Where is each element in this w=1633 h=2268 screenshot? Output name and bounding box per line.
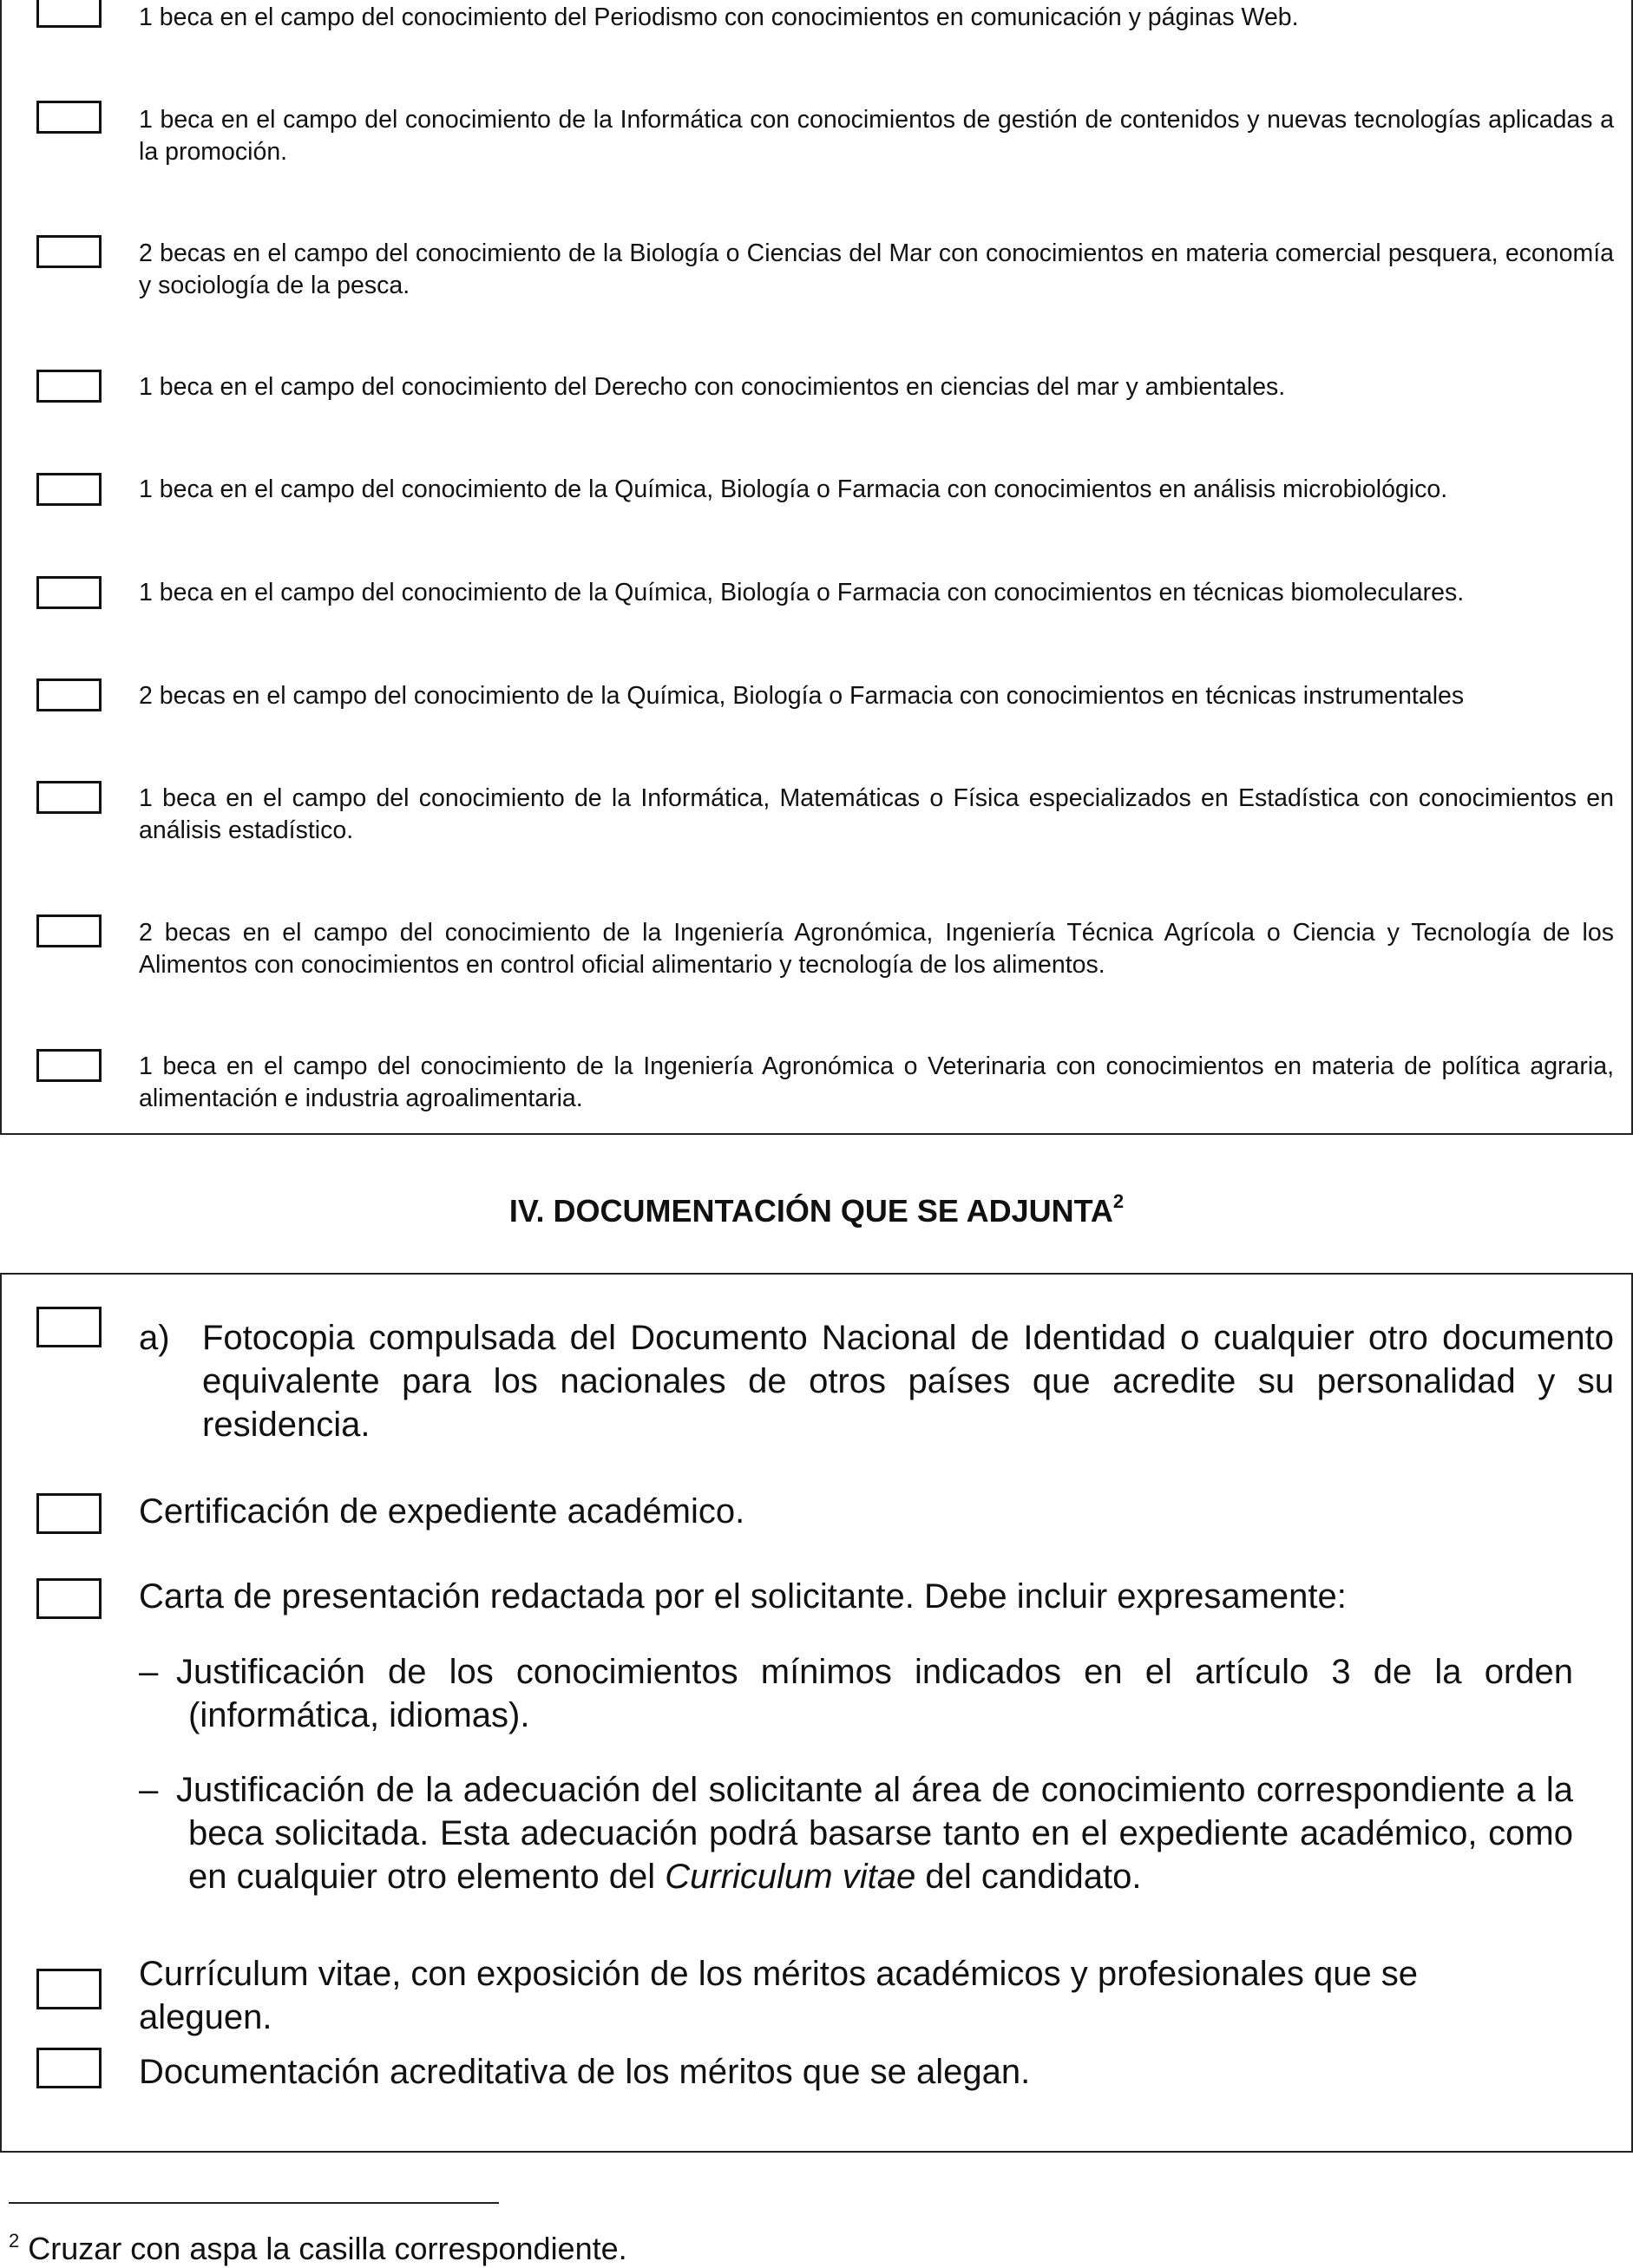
beca-text-alimentos: 2 becas en el campo del conocimiento de la Ingeniería Agronómica, Ingeniería Técnica Agrícola o Ciencia y Tecnología de los Alimentos con conocimientos en control oficial alimentario y tecnología de los alimentos. [139,919,1614,979]
beca-text-derecho: 1 beca en el campo del conocimiento del Derecho con conocimientos en ciencias del mar y ambientales. [139,373,1286,401]
footnote-separator [9,2202,499,2204]
doc-sub-dash-2: – [139,1771,159,1809]
beca-checkbox-instrumentales[interactable] [36,678,102,711]
doc-sub-adecuacion-text: Justificación de la adecuación del solicitante al área de conocimiento correspondiente a la beca solicitada. Esta adecuación podrá basarse tanto en el expediente académico, como en cualquier otro elemento del [176,1771,1573,1896]
beca-checkbox-politica-agraria[interactable] [36,1049,102,1082]
doc-checkbox-carta[interactable] [36,1578,102,1619]
doc-sub-adecuacion-italic: Curriculum vitae [665,1858,916,1896]
beca-text-estadistica: 1 beca en el campo del conocimiento de la Informática, Matemáticas o Física especializados en Estadística con conocimientos en análisis estadístico. [139,784,1614,844]
beca-checkbox-derecho[interactable] [36,370,102,403]
doc-sub-adecuacion-end: del candidato. [925,1858,1142,1896]
beca-checkbox-biologia-mar[interactable] [36,235,102,268]
beca-checkbox-informatica-contenidos[interactable] [36,101,102,134]
beca-text-instrumentales: 2 becas en el campo del conocimiento de la Química, Biología o Farmacia con conocimientos en técnicas instrumentales [139,682,1465,710]
beca-text-biomoleculares: 1 beca en el campo del conocimiento de la Química, Biología o Farmacia con conocimientos en técnicas biomoleculares. [139,579,1465,606]
doc-sub-item-conocimientos: Justificación de los conocimientos mínimos indicados en el artículo 3 de la orden (informática, idiomas). [176,1653,1573,1734]
beca-checkbox-periodismo[interactable] [36,0,102,28]
beca-checkbox-alimentos[interactable] [36,914,102,947]
doc-text-certificacion: Certificación de expediente académico. [139,1492,745,1531]
beca-checkbox-microbiologico[interactable] [36,473,102,506]
beca-text-periodismo: 1 beca en el campo del conocimiento del Periodismo con conocimientos en comunicación y páginas Web. [139,3,1299,31]
doc-text-dni: Fotocopia compulsada del Documento Nacional de Identidad o cualquier otro documento equivalente para los nacionales de otros países que acredite su personalidad y su residencia. [202,1319,1614,1444]
section-iv-title: IV. DOCUMENTACIÓN QUE SE ADJUNTA [508,1193,1113,1229]
doc-checkbox-certificacion[interactable] [36,1493,102,1534]
footnote-text: Cruzar con aspa la casilla correspondiente. [28,2231,627,2266]
beca-text-microbiologico: 1 beca en el campo del conocimiento de la Química, Biología o Farmacia con conocimientos en análisis microbiológico. [139,475,1448,503]
doc-marker-a: a) [139,1319,170,1357]
section-iv-heading [0,1190,1633,1229]
beca-text-biologia-mar: 2 becas en el campo del conocimiento de la Biología o Ciencias del Mar con conocimientos en materia comercial pesquera, economía y sociología de la pesca. [139,239,1614,299]
doc-checkbox-meritos[interactable] [36,2048,102,2088]
beca-checkbox-estadistica[interactable] [36,781,102,814]
doc-sub-item-adecuacion [176,1768,1573,1898]
beca-text-informatica-contenidos: 1 beca en el campo del conocimiento de la Informática con conocimientos de gestión de contenidos y nuevas tecnologías aplicadas a la promoción. [139,106,1614,166]
doc-sub-dash-1: – [139,1653,159,1691]
doc-text-meritos: Documentación acreditativa de los méritos que se alegan. [139,2053,1031,2091]
beca-text-politica-agraria: 1 beca en el campo del conocimiento de la Ingeniería Agronómica o Veterinaria con conocimientos en materia de política agraria, alimentación e industria agroalimentaria. [139,1052,1614,1112]
beca-checkbox-biomoleculares[interactable] [36,576,102,609]
doc-text-carta: Carta de presentación redactada por el solicitante. Debe incluir expresamente: [139,1577,1347,1616]
doc-checkbox-dni[interactable] [36,1307,102,1347]
footnote [9,2222,627,2268]
doc-checkbox-cv[interactable] [36,1969,102,2009]
section-iv-footnote-mark: 2 [1112,1190,1125,1212]
footnote-mark: 2 [9,2230,20,2252]
doc-text-cv: Currículum vitae, con exposición de los méritos académicos y profesionales que se aleguen. [139,1955,1419,2036]
